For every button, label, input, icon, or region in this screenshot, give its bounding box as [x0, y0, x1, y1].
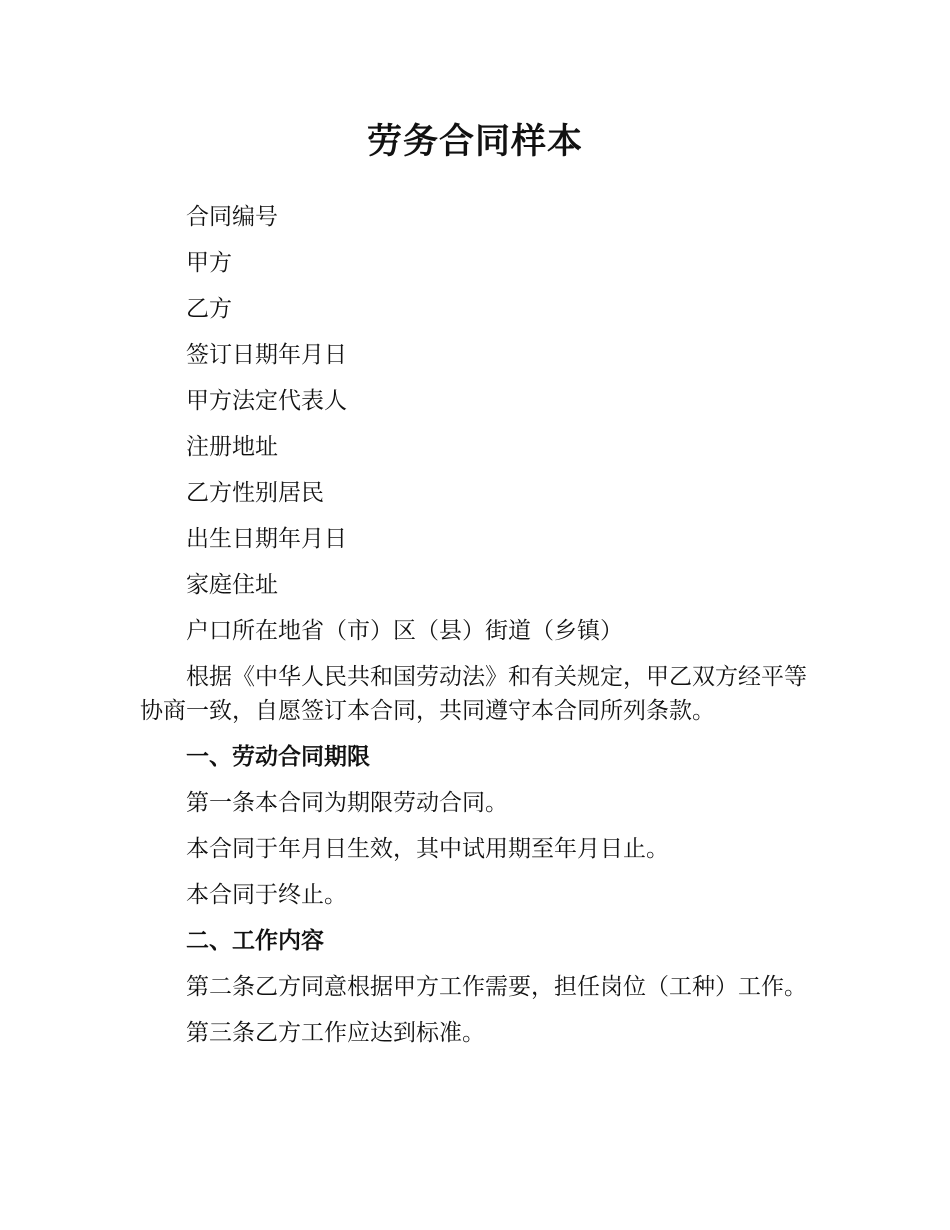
- field-household-registration: 户口所在地省（市）区（县）街道（乡镇）: [186, 618, 623, 644]
- clause-paragraph: 本合同于年月日生效，其中试用期至年月日止。: [186, 836, 669, 862]
- clause-paragraph: 第二条乙方同意根据甲方工作需要，担任岗位（工种）工作。: [186, 974, 807, 1000]
- field-registered-address: 注册地址: [186, 434, 278, 460]
- preamble-paragraph: 根据《中华人民共和国劳动法》和有关规定，甲乙双方经平等协商一致，自愿签订本合同，共同遵守本合同所列条款。: [140, 664, 807, 724]
- field-contract-number: 合同编号: [186, 204, 278, 230]
- document-body: [140, 200, 808, 1062]
- field-party-b-gender: 乙方性别居民: [186, 480, 324, 506]
- field-home-address: 家庭住址: [186, 572, 278, 598]
- clause-paragraph: 第一条本合同为期限劳动合同。: [186, 790, 508, 816]
- document-title: 劳务合同样本: [366, 122, 583, 162]
- section-heading-work-content: 二、工作内容: [186, 928, 324, 954]
- field-party-b: 乙方: [186, 296, 232, 322]
- clause-paragraph: 第三条乙方工作应达到标准。: [186, 1020, 485, 1046]
- field-legal-representative: 甲方法定代表人: [186, 388, 347, 414]
- clause-paragraph: 本合同于终止。: [186, 882, 347, 908]
- field-sign-date: 签订日期年月日: [186, 342, 347, 368]
- field-party-a: 甲方: [186, 250, 232, 276]
- section-heading-contract-term: 一、劳动合同期限: [186, 744, 370, 770]
- field-birth-date: 出生日期年月日: [186, 526, 347, 552]
